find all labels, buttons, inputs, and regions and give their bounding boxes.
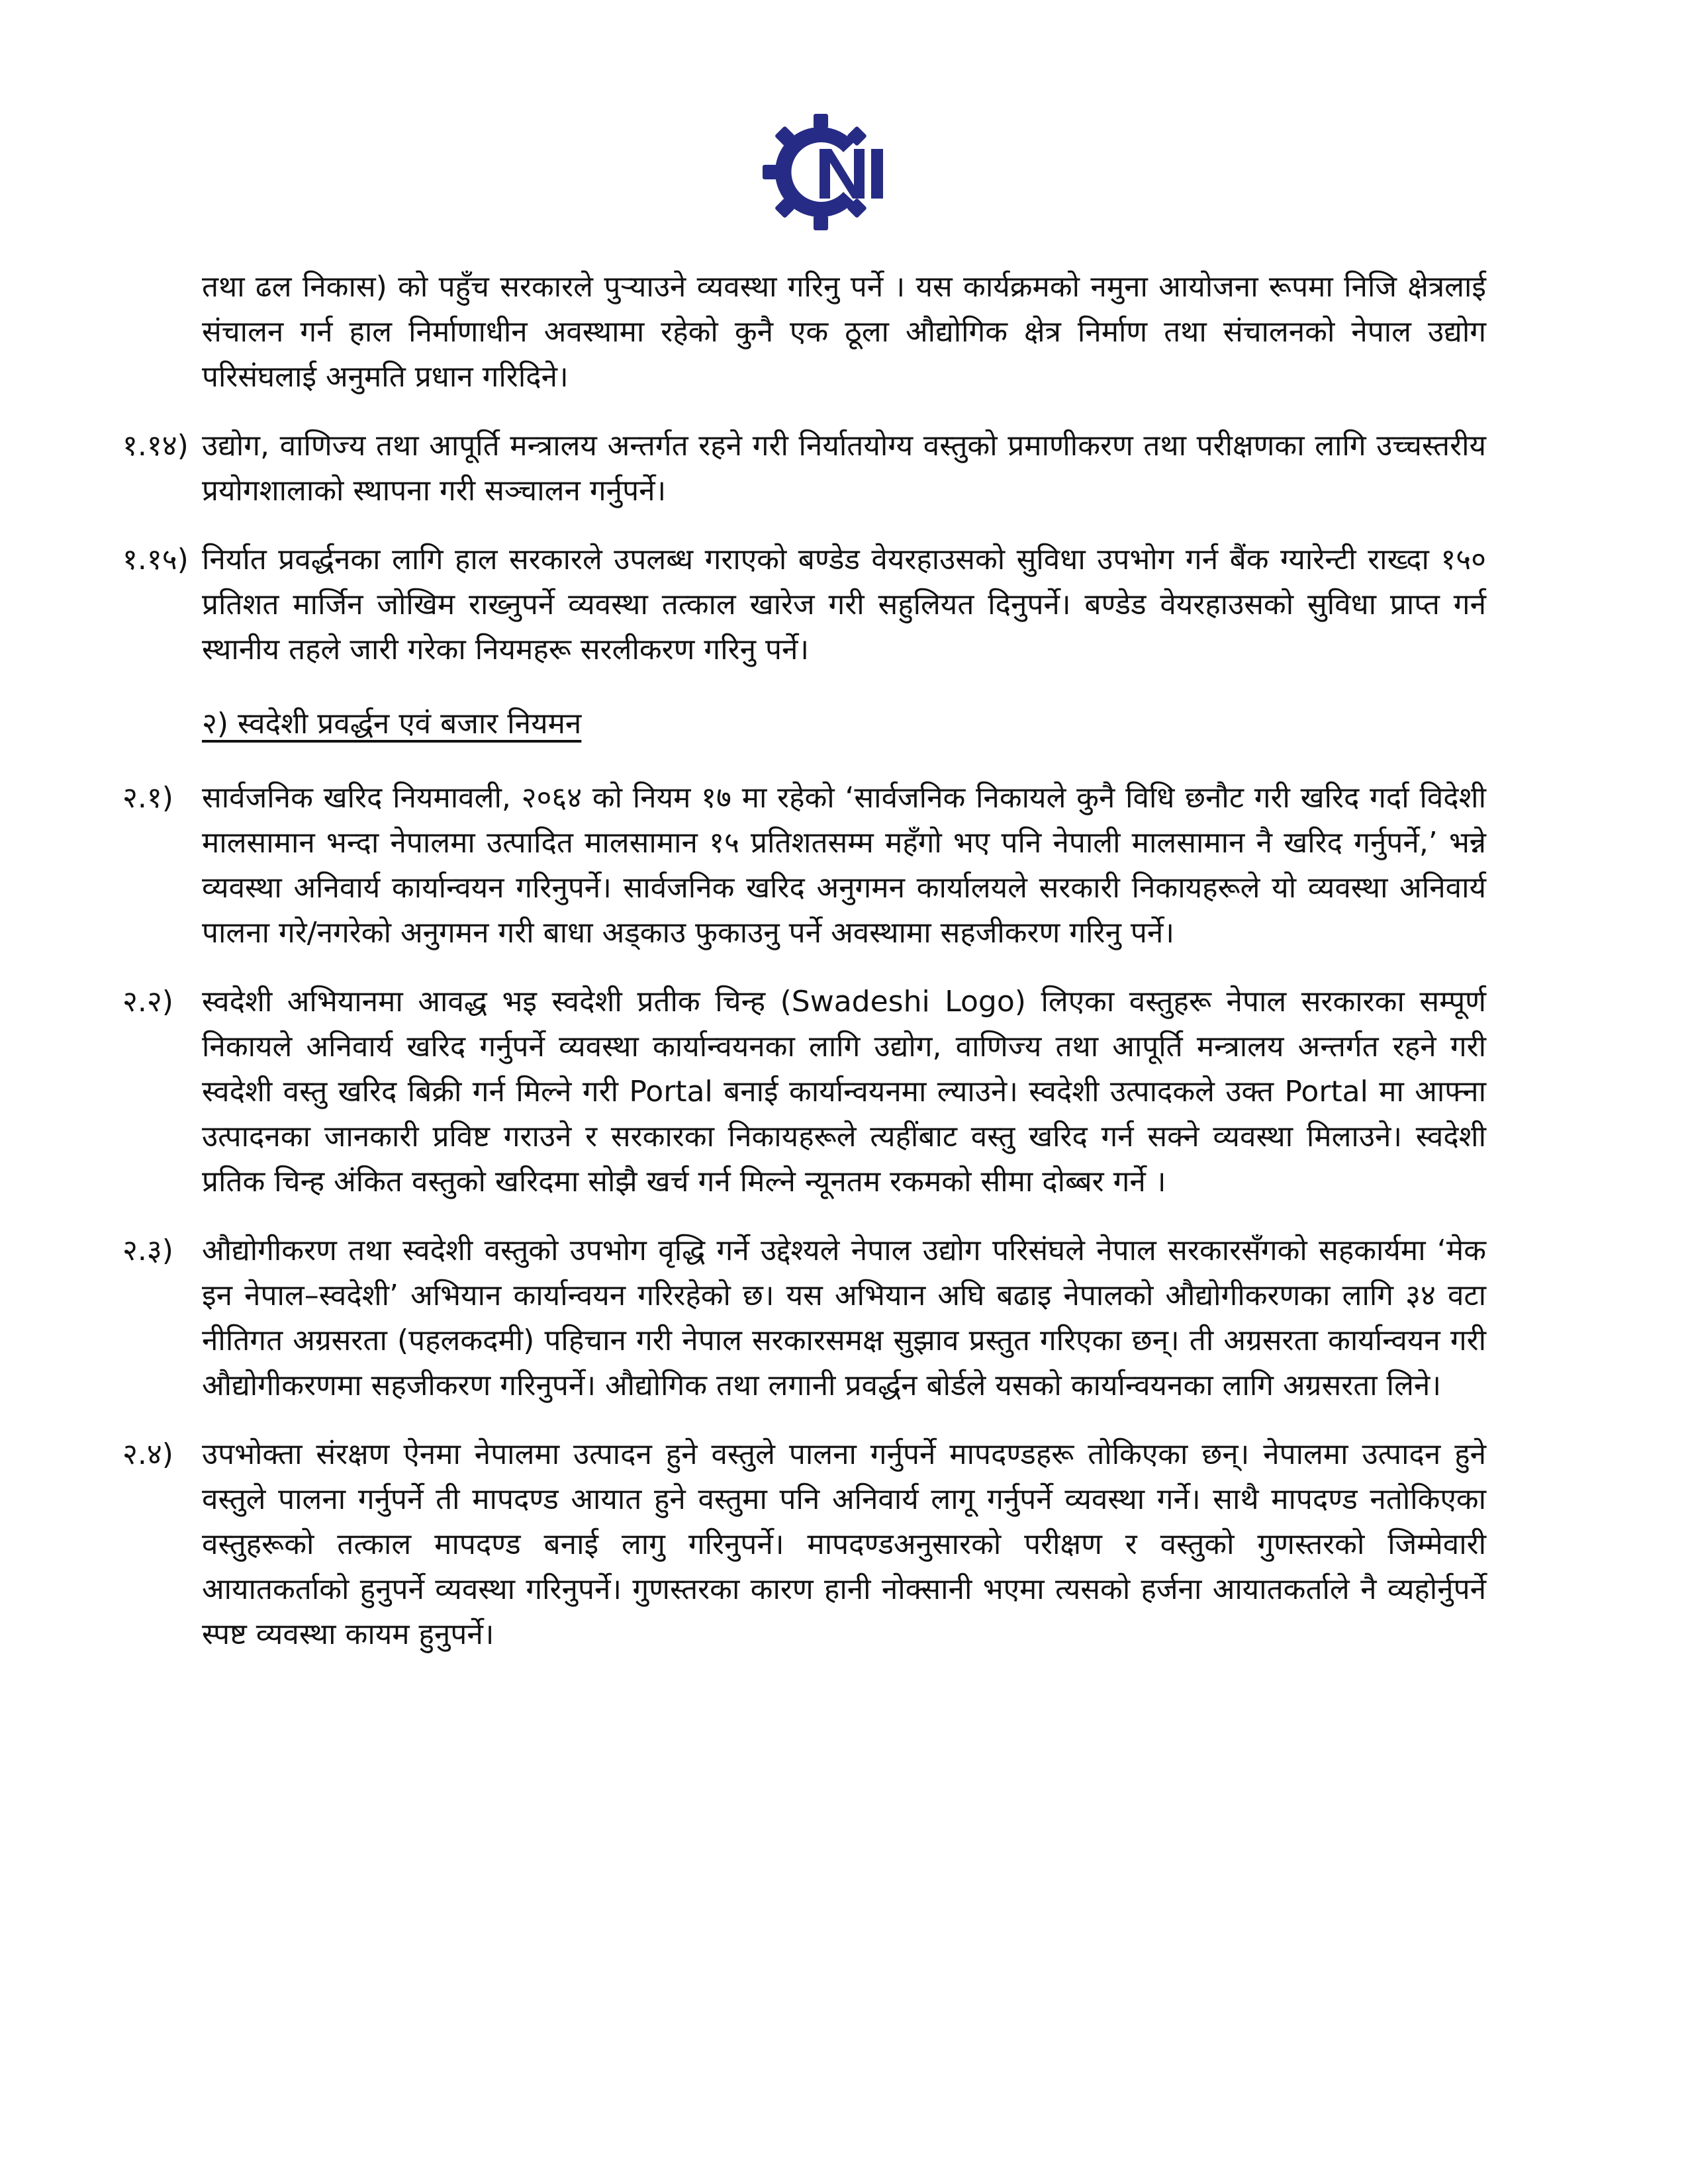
clause-text: औद्योगीकरण तथा स्वदेशी वस्तुको उपभोग वृद्धि गर्ने उद्देश्यले नेपाल उद्योग परिसंघले नेपाल सरकारसँगको सहकार्यमा ‘मेक इन नेपाल–स्वदेशी’ अभियान कार्यान्वयन गरिरहेको छ। यस अभियान अघि बढाइ नेपालको औद्योगीकरणका लागि ३४ वटा नीतिगत अग्रसरता (पहलकदमी) पहिचान गरी नेपाल सरकारसमक्ष सुझाव प्रस्तुत गरिएका छन्। ती अग्रसरता कार्यान्वयन गरी औद्योगीकरणमा सहजीकरण गरिनुपर्ने। औद्योगिक तथा लगानी प्रवर्द्धन बोर्डले यसको कार्यान्वयनका लागि अग्रसरता लिने। xyxy=(202,1234,1486,1402)
clause-text: उद्योग, वाणिज्य तथा आपूर्ति मन्त्रालय अन्तर्गत रहने गरी निर्यातयोग्य वस्तुको प्रमाणीकरण तथा परीक्षणका लागि उच्चस्तरीय प्रयोगशालाको स्थापना गरी सञ्चालन गर्नुपर्ने। xyxy=(202,429,1486,508)
logo-text: NI xyxy=(761,103,773,115)
clause-text: निर्यात प्रवर्द्धनका लागि हाल सरकारले उपलब्ध गराएको बण्डेड वेयरहाउसको सुविधा उपभोग गर्न बैंक ग्यारेन्टी राख्दा १५० प्रतिशत मार्जिन जोखिम राख्नुपर्ने व्यवस्था तत्काल खारेज गरी सहुलियत दिनुपर्ने। बण्डेड वेयरहाउसको सुविधा प्राप्त गर्न स्थानीय तहले जारी गरेका नियमहरू सरलीकरण गरिनु पर्ने। xyxy=(202,543,1486,666)
clause-1-14 xyxy=(122,424,1486,514)
clause-2-2 xyxy=(122,979,1486,1205)
section-heading: २) स्वदेशी प्रवर्द्धन एवं बजार नियमन xyxy=(202,707,582,741)
clause-1-15 xyxy=(122,537,1486,672)
clause-number: २.४) xyxy=(122,1437,173,1471)
clause-text: सार्वजनिक खरिद नियमावली, २०६४ को नियम १७ मा रहेको ‘सार्वजनिक निकायले कुनै विधि छनौट गरी खरिद गर्दा विदेशी मालसामान भन्दा नेपालमा उत्पादित मालसामान १५ प्रतिशतसम्म महँगो भए पनि नेपाली मालसामान नै खरिद गर्नुपर्ने,’ भन्ने व्यवस्था अनिवार्य कार्यान्वयन गरिनुपर्ने। सार्वजनिक खरिद अनुगमन कार्यालयले सरकारी निकायहरूले यो व्यवस्था अनिवार्य पालना गरे/नगरेको अनुगमन गरी बाधा अड्काउ फुकाउनु पर्ने अवस्थामा सहजीकरण गरिनु पर्ने। xyxy=(202,781,1486,950)
clause-number: २.२) xyxy=(122,985,173,1019)
clause-number: २.३) xyxy=(122,1234,173,1267)
clause-number: १.१५) xyxy=(122,543,189,576)
clause-2-3 xyxy=(122,1228,1486,1408)
clause-text: उपभोक्ता संरक्षण ऐनमा नेपालमा उत्पादन हुने वस्तुले पालना गर्नुपर्ने मापदण्डहरू तोकिएका छन्। नेपालमा उत्पादन हुने वस्तुले पालना गर्नुपर्ने ती मापदण्ड आयात हुने वस्तुमा पनि अनिवार्य लागू गर्नुपर्ने व्यवस्था गर्ने। साथै मापदण्ड नतोकिएका वस्तुहरूको तत्काल मापदण्ड बनाई लागु गरिनुपर्ने। मापदण्डअनुसारको परीक्षण र वस्तुको गुणस्तरको जिम्मेवारी आयातकर्ताको हुनुपर्ने व्यवस्था गरिनुपर्ने। गुणस्तरका कारण हानी नोक्सानी भएमा त्यसको हर्जना आयातकर्ताले नै व्यहोर्नुपर्ने स्पष्ट व्यवस्था कायम हुनुपर्ने। xyxy=(202,1437,1486,1651)
clause-number: २.१) xyxy=(122,781,173,815)
paragraph-continued: तथा ढल निकास) को पहुँच सरकारले पुर्‍याउने व्यवस्था गरिनु पर्ने । यस कार्यक्रमको नमुना आयोजना रूपमा निजि क्षेत्रलाई संचालन गर्न हाल निर्माणाधीन अवस्थामा रहेको कुनै एक ठूला औद्योगिक क्षेत्र निर्माण तथा संचालनको नेपाल उद्योग परिसंघलाई अनुमति प्रधान गरिदिने। xyxy=(202,270,1486,394)
clause-text: स्वदेशी अभियानमा आवद्ध भइ स्वदेशी प्रतीक चिन्ह (Swadeshi Logo) लिएका वस्तुहरू नेपाल सरकारका सम्पूर्ण निकायले अनिवार्य खरिद गर्नुपर्ने व्यवस्था कार्यान्वयनका लागि उद्योग, वाणिज्य तथा आपूर्ति मन्त्रालय अन्तर्गत रहने गरी स्वदेशी वस्तु खरिद बिक्री गर्न मिल्ने गरी Portal बनाई कार्यान्वयनमा ल्याउने। स्वदेशी उत्पादकले उक्त Portal मा आफ्ना उत्पादनका जानकारी प्रविष्ट गराउने र सरकारका निकायहरूले त्यहींबाट वस्तु खरिद गर्न सक्ने व्यवस्था मिलाउने। स्वदेशी प्रतिक चिन्ह अंकित वस्तुको खरिदमा सोझै खर्च गर्न मिल्ने न्यूनतम रकमको सीमा दोब्बर गर्ने । xyxy=(202,985,1486,1199)
clause-2-1 xyxy=(122,776,1486,956)
clause-2-4 xyxy=(122,1432,1486,1657)
document-body xyxy=(122,265,1486,1681)
cni-gear-logo xyxy=(761,103,914,232)
clause-number: १.१४) xyxy=(122,429,189,463)
